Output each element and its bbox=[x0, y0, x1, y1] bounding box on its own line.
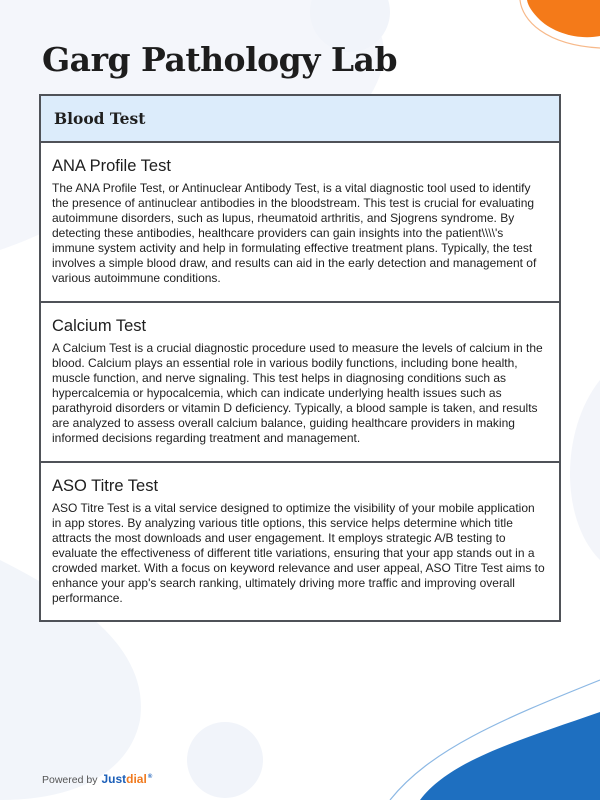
test-name: ANA Profile Test bbox=[52, 157, 171, 175]
test-row-ana-profile bbox=[41, 143, 559, 303]
test-row-aso-titre bbox=[41, 463, 559, 620]
test-description: A Calcium Test is a crucial diagnostic procedure used to measure the levels of calcium in the blood. Calcium plays an essential role in various bodily functions, including bone health, muscle function, and nerve signaling. This test helps in diagnosing conditions such as hypercalcemia or hypocalcemia, which can indicate underlying health issues such as parathyroid disorders or vitamin D deficiency. Typically, a blood sample is taken, and results are analyzed to assess overall calcium balance, guiding healthcare providers in making informed decisions regarding treatment and management. bbox=[52, 341, 543, 445]
powered-by-footer bbox=[42, 772, 152, 786]
bg-bottom-circle bbox=[187, 722, 263, 798]
page-title: Garg Pathology Lab bbox=[42, 40, 398, 79]
test-name: ASO Titre Test bbox=[52, 477, 159, 495]
corner-blue-wave bbox=[420, 712, 600, 800]
tests-table bbox=[39, 94, 561, 622]
test-row-calcium bbox=[41, 303, 559, 463]
test-description: ASO Titre Test is a vital service designed to optimize the visibility of your mobile application in app stores. By analyzing various title options, this service helps determine which title attracts the most downloads and user engagement. It employs strategic A/B testing to evaluate the effectiveness of different title variations, ensuring that your app stands out in a crowded market. With a focus on keyword relevance and user appeal, ASO Titre Test aims to enhance your app's search ranking, ultimately driving more traffic and improving overall performance. bbox=[52, 501, 545, 605]
powered-by-label: Powered by bbox=[42, 774, 98, 786]
table-header: Blood Test bbox=[41, 96, 559, 143]
logo-text-just: Just bbox=[101, 772, 127, 786]
logo-text-dial: dial bbox=[126, 772, 147, 786]
test-name: Calcium Test bbox=[52, 317, 147, 335]
bg-right-swirl bbox=[570, 380, 600, 560]
registered-mark: ® bbox=[147, 774, 153, 780]
test-description: The ANA Profile Test, or Antinuclear Antibody Test, is a vital diagnostic tool used to identify the presence of antinuclear antibodies in the bloodstream. This test is crucial for evaluating autoimmune disorders, such as lupus, rheumatoid arthritis, and Sjogrens syndrome. By detecting these antibodies, healthcare providers can gain insights into the patient\\\\'s immune system activity and help in formulating effective treatment plans. Typically, the test involves a simple blood draw, and results can aid in the early detection and management of various autoimmune conditions. bbox=[52, 181, 537, 285]
justdial-logo[interactable] bbox=[101, 772, 152, 786]
corner-orange-shape bbox=[527, 0, 600, 37]
